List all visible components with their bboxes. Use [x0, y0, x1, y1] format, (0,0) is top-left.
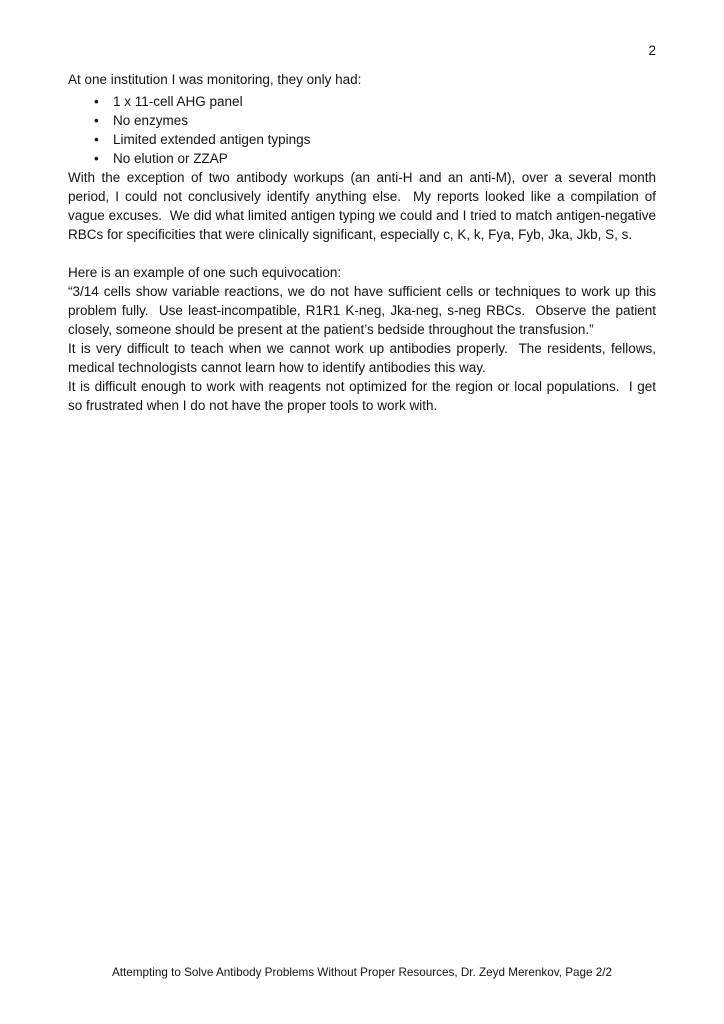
list-item	[68, 92, 656, 111]
paragraph-workups: With the exception of two antibody workups (an anti-H and an anti-M), over a several month period, I could not conclusively identify anything else. My reports looked like a compilation of vague excuses. We did what limited antigen typing we could and I tried to match antigen-negative RBCs for specificities that were clinically significant, especially c, K, k, Fya, Fyb, Jka, Jkb, S, s.	[68, 170, 656, 242]
page-number: 2	[648, 43, 656, 58]
bullet-icon: •	[94, 113, 99, 128]
bullet-list	[68, 92, 656, 168]
bullet-text: Limited extended antigen typings	[113, 132, 311, 147]
list-item	[68, 111, 656, 130]
bullet-icon: •	[94, 132, 99, 147]
intro-line: At one institution I was monitoring, they only had:	[68, 72, 362, 87]
list-item	[68, 149, 656, 168]
bullet-icon: •	[94, 94, 99, 109]
bullet-text: No enzymes	[113, 113, 189, 128]
paragraph-teaching: It is very difficult to teach when we cannot work up antibodies properly. The residents, fellows, medical technologists cannot learn how to identify antibodies this way.	[68, 341, 656, 375]
equivocation-example	[68, 263, 656, 339]
page-footer: Attempting to Solve Antibody Problems Without Proper Resources, Dr. Zeyd Merenkov, Page 2/2	[112, 966, 612, 979]
bullet-text: 1 x 11-cell AHG panel	[113, 94, 243, 109]
list-item	[68, 130, 656, 149]
example-intro-line: Here is an example of one such equivocation:	[68, 265, 342, 280]
quote-paragraph: “3/14 cells show variable reactions, we do not have sufficient cells or techniques to work up this problem fully. Use least-incompatible, R1R1 K-neg, Jka-neg, s-neg RBCs. Observe the patient closely, someone should be present at the patient’s bedside throughout the transfusion.”	[68, 284, 656, 337]
bullet-text: No elution or ZZAP	[113, 151, 228, 166]
paragraph-reagents: It is difficult enough to work with reagents not optimized for the region or local populations. I get so frustrated when I do not have the proper tools to work with.	[68, 379, 656, 413]
document-body	[68, 70, 656, 415]
bullet-icon: •	[94, 151, 99, 166]
